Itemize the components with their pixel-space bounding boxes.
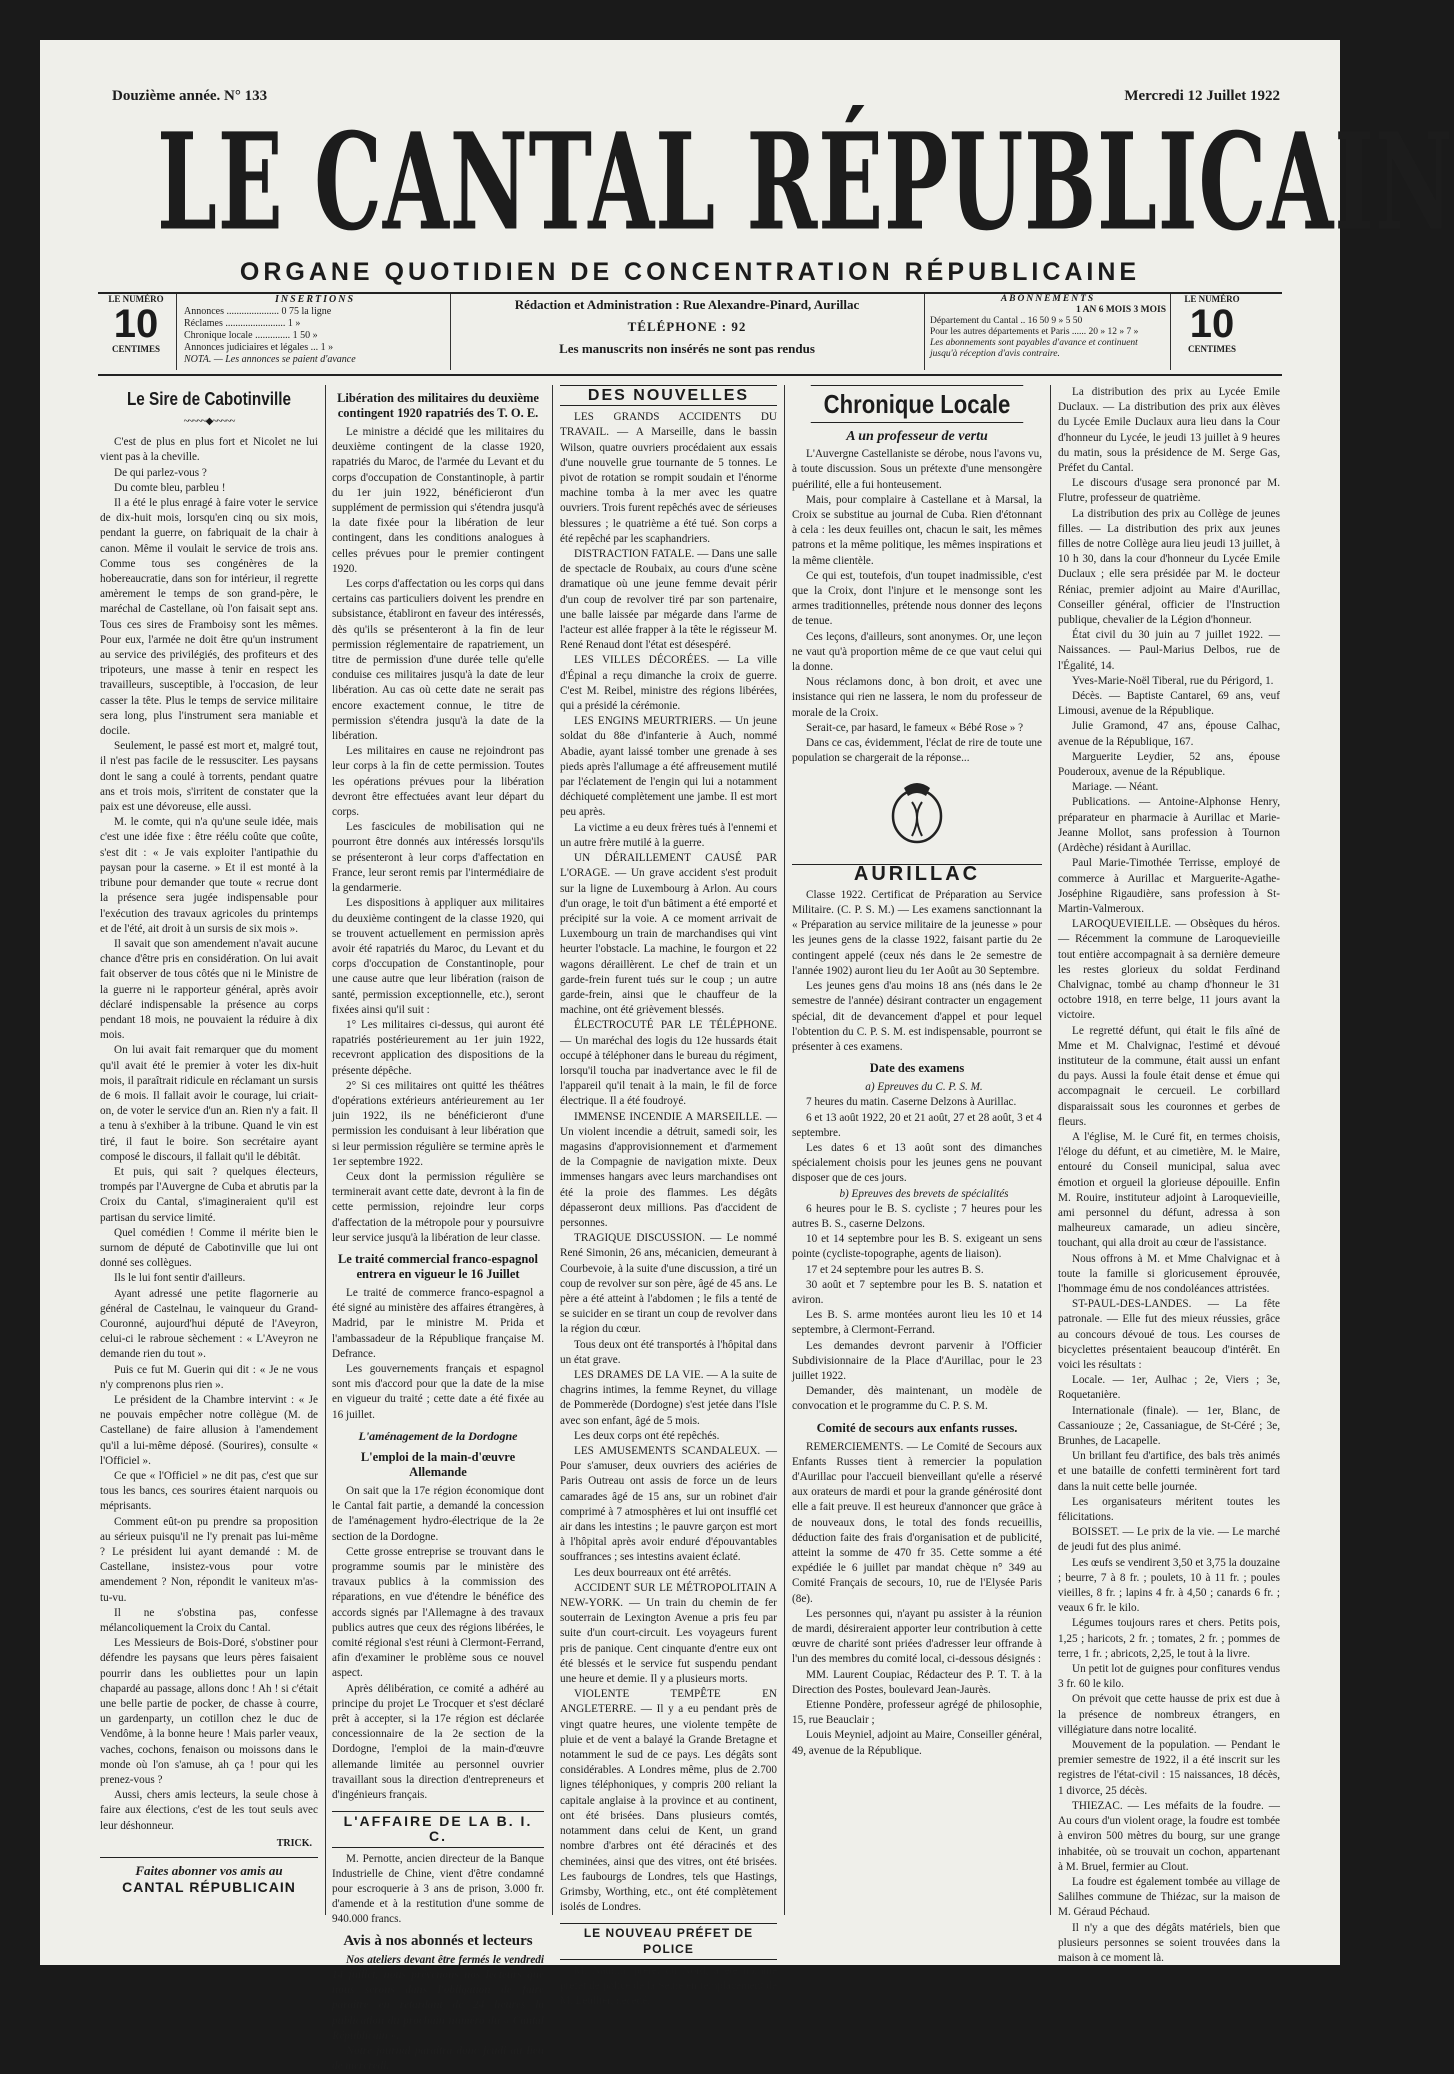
news-item: ST-PAUL-DES-LANDES. — La fête patronale. — Elle fut des mieux réussies, grâce au concours dévoué de tous. Les courses de bicyclettes présentaient beaucoup d'intérêt. En voici les résultats : xyxy=(1058,1298,1280,1371)
news-item: Marguerite Leydier, 52 ans, épouse Pouderoux, avenue de la République. xyxy=(1058,750,1280,779)
news-item: LES VILLES DÉCORÉES. — La ville d'Épinal a reçu dimanche la croix de guerre. C'est M. Reibel, ministre des régions libérées, qui a présidé la cérémonie. xyxy=(560,654,777,713)
issue-number: Douzième année. N° 133 xyxy=(112,88,268,104)
subscriptions-row: Pour les autres départements et Paris ...... 20 » 12 » 7 » xyxy=(930,327,1139,337)
news-item: BOISSET. — Le prix de la vie. — Le marché de jeudi fut des plus animé. xyxy=(1058,1526,1280,1554)
news-item: Le regretté défunt, qui était le fils aîné de Mme et M. Chalvignac, l'estimé et dévoué instituteur de la commune, était aussi un enfant du pays. Aussi la foule était dense et émue qui accompagnait le cercueil. Le corbillard disparaissait sous les couronnes et gerbes de fleurs. xyxy=(1058,1024,1280,1128)
news-item: ÉLECTROCUTÉ PAR LE TÉLÉPHONE. — Un maréchal des logis du 12e hussards était occupé à téléphoner dans le bureau du régiment, lorsqu'il toucha par inadvertance avec le fil de l'appareil qu'il tenait à la main, le fil de force électrique. Il a été foudroyé. xyxy=(560,1019,777,1108)
paragraph: Il savait que son amendement n'avait aucune chance d'être pris en considération. On lui avait fait observer de tous côtés que ni le Ministre de la guerre ni le rapporteur général, après avoir déclaré indispensable la présence au corps pendant 18 mois, ne pouvaient la réduire à dix mois. xyxy=(100,937,318,1042)
paragraph: Nos ateliers devant être fermés le vendredi 14 juillet, nous prévenons nos lecteurs que nous serons dans l'obligation de faire paraître en retardant de 24 heures la publication du prochain numéro du « Cantal Républicain ». xyxy=(332,1953,544,2042)
paragraph: Le traité de commerce franco-espagnol a été signé au ministère des affaires étrangères, à Madrid, par le ministre M. Prida et l'ambassadeur de la République française M. Defrance. xyxy=(332,1286,544,1360)
telephone: TÉLÉPHONE : 92 xyxy=(627,319,747,334)
paragraph: Ils le lui font sentir d'ailleurs. xyxy=(114,1272,246,1285)
paragraph: Nous réclamons donc, à bon droit, et avec une insistance qui rien ne lassera, le nom du professeur de morale de la Croix. xyxy=(792,676,1042,719)
paragraph: Après délibération, ce comité a adhéré au principe du projet Le Trocquer et s'est déclaré prêt à accepter, si la 17e région est déclarée concessionnaire de la 2e section de la Dordogne, l'emploi de la main-d'œuvre allemande limitée au personnel ouvrier travaillant sous la direction d'entrepreneurs et d'ingénieurs français. xyxy=(332,1682,544,1802)
news-item: Un petit lot de guignes pour confitures vendus 3 fr. 60 le kilo. xyxy=(1058,1663,1280,1691)
insertions-row: Réclames ........................ 1 » xyxy=(184,318,301,329)
paragraph: M. le comte, qui n'a qu'une seule idée, mais c'est une idée fixe : être réélu coûte que coûte, s'est dit : « Je vais exploiter l'antipathie du paysan pour la caserne. » Et il est monté à la tribune pour demander que toute « recrue dont la présence sera jugée indispensable pour l'exécution des travaux agricoles du printemps et de l'été, ait droit à un sursis de six mois ». xyxy=(100,816,318,935)
signature: TRICK. xyxy=(276,1837,312,1849)
paragraph: M. Pernotte, ancien directeur de la Banque Industrielle de Chine, vient d'être condamné pour escroquerie à 3 ans de prison, 3.000 fr. d'amende et à la restitution d'une somme de 940.000 francs. xyxy=(332,1852,544,1926)
paragraph: Ce qui est, toutefois, d'un toupet inadmissible, c'est que la Croix, dont l'injure et le mensonge sont les armes traditionnelles, prétende nous donner des leçons de tenue. xyxy=(792,569,1042,628)
paragraph: 6 et 13 août 1922, 20 et 21 août, 27 et 28 août, 3 et 4 septembre. xyxy=(792,1111,1042,1139)
insertions-note: NOTA. — Les annonces se paient d'avance xyxy=(184,354,356,365)
manuscripts-note: Les manuscrits non insérés ne sont pas rendus xyxy=(559,341,815,356)
news-item: DISTRACTION FATALE. — Dans une salle de spectacle de Roubaix, au cours d'une scène dramatique où une jeune femme devait périr d'un coup de revolver tiré par son partenaire, une balle laissée par mégarde dans l'arme de l'acteur est allée frapper à la tête le régisseur M. René Renaud dont l'état est désespéré. xyxy=(560,548,777,652)
news-item: A l'église, M. le Curé fit, en termes choisis, l'éloge du défunt, et au cimetière, M. le Maire, entouré du Conseil municipal, salua avec émotion et orgueil la glorieuse dépouille. Enfin M. Rouire, instituteur adjoint à Laroquevieille, ami personnel du défunt, adressa à son malheureux camarade, un adieu sincère, touchant, qui alla droit au cœur de l'assistance. xyxy=(1058,1130,1280,1250)
paragraph: 2° Si ces militaires ont quitté les théâtres d'opérations extérieurs antérieurement au 1er juin 1922, ils ne bénéficieront d'une permission les conduisant à leur libération que si leur permission régulière se termine après le 1er septembre 1922. xyxy=(332,1079,544,1168)
paragraph: Le président de la Chambre intervint : « Je ne pouvais empêcher notre collègue (M. de Castellane) de faire allusion à l'amendement qu'il a lui-même déposé. (Sourires), consulte « l'Officiel ». xyxy=(100,1394,318,1467)
ad-line: Faites abonner vos amis au xyxy=(135,1863,283,1879)
column-divider xyxy=(325,385,326,1915)
news-item: Les œufs se vendirent 3,50 et 3,75 la douzaine ; beurre, 7 à 8 fr. ; poulets, 10 à 11 fr. ; poules vieilles, 8 fr. ; lapins 4 fr. à 4,50 ; canards 6 fr. ; veaux 6 fr. le kilo. xyxy=(1058,1556,1280,1615)
paragraph: Du comte bleu, parbleu ! xyxy=(114,481,226,494)
insertions-row: Chronique locale .............. 1 50 » xyxy=(184,330,318,341)
news-item: Julie Gramond, 47 ans, épouse Calhac, avenue de la République, 167. xyxy=(1058,720,1280,748)
paragraph: Les Messieurs de Bois-Doré, s'obstiner pour défendre les paysans que leurs pères faisaient pourrir dans les oubliettes pour un lapin chapardé au passage, allons donc ! Ah ! si c'était une belle partie de pocker, de chasse à courre, un gardenparty, un cotillon chez le duc de Vendôme, à la bonne heure ! Mais parler veaux, vaches, cochons, fenaison ou moissons dans le monde où l'on s'amuse, ah ça ! pour qui les prenez-vous ? xyxy=(100,1637,318,1787)
subscriptions-columns: 1 AN 6 MOIS 3 MOIS xyxy=(1076,305,1166,315)
price-label-bottom: CENTIMES xyxy=(1187,344,1236,354)
news-item: Locale. — 1er, Aulhac ; 2e, Viers ; 3e, Roquetanière. xyxy=(1058,1374,1280,1402)
column-divider xyxy=(552,385,553,1915)
news-item: UN DÉRAILLEMENT CAUSÉ PAR L'ORAGE. — Un grave accident s'est produit sur la ligne de Luxembourg à Arlon. Au cours d'un orage, le toit d'un bâtiment a été emporté et précipité sur la voie. A ce moment arrivait de Luxembourg un train de marchandises qui vint heurter l'obstacle. La machine, le fourgon et 22 wagons déraillèrent. Le chef de train et un garde-frein furent tués sur le coup ; un autre garde-frein, ainsi que le chauffeur de la machine, ont été grièvement blessés. xyxy=(560,852,777,1017)
paragraph: Il a été le plus enragé à faire voter le service de dix-huit mois, lorsqu'en cinq ou six mois, pendant la guerre, on fabriquait de la chair à canon. Même il voulait le service de trois ans. Comme tous ses congénères de la hobereaucratie, dans son for intérieur, il regrette amèrement le temps de son grand-père, le maréchal de Castellane, où l'on faisait sept ans. Tous ces sires de Framboisy sont les mêmes. Pour eux, l'armée ne doit être qu'un instrument au service des privilégiés, des profiteurs et des tripoteurs, une masse à tenir en respect les travailleurs, susceptible, à l'occasion, de leur casser la tête. Plus le temps de service militaire sera long, plus l'instrument sera maniable et docile. xyxy=(100,497,318,738)
news-item: THIEZAC. — Les méfaits de la foudre. — Au cours d'un violent orage, la foudre est tombée à environ 500 mètres du bourg, sur une grange inhabitée, où se trouvait un cochon, appartenant à M. Bruel, fermier au Clout. xyxy=(1058,1799,1280,1873)
price-label-top: LE NUMÉRO xyxy=(108,294,164,304)
paragraph: Etienne Pondère, professeur agrégé de philosophie, 15, rue Beauclair ; xyxy=(792,1699,1042,1727)
news-item: Les deux corps ont été repêchés. xyxy=(574,1429,720,1442)
issue-date: Mercredi 12 Juillet 1922 xyxy=(1124,88,1280,104)
paragraph: 7 heures du matin. Caserne Delzons à Aurillac. xyxy=(806,1096,1017,1109)
news-item: LES ENGINS MEURTRIERS. — Un jeune soldat du 88e d'infanterie à Auch, nommé Abadie, ayant laissé tomber une grenade à ses pieds après l'allumage a été affreusement mutilé par l'éclatement de l'engin qui lui a notamment déchiqueté complètement une jambe. Il est mort peu après. xyxy=(560,715,777,819)
article-subtitle: L'emploi de la main-d'œuvre Allemande xyxy=(360,1450,516,1479)
news-item: Décès. — Baptiste Cantarel, 69 ans, veuf Limousi, avenue de la République. xyxy=(1058,690,1280,718)
section-title: Chronique Locale xyxy=(811,385,1024,423)
article-subtitle: A un professeur de vertu xyxy=(846,429,988,444)
news-item: LES AMUSEMENTS SCANDALEUX. — Pour s'amuser, deux ouvriers des aciéries de Paris Outreau ont assis de force un de leurs camarades âgé de 15 ans, sur un robinet d'air comprimé à 7 atmosphères et lui ont insufflé cet air dans les intestins ; le pauvre garçon est mort à l'hôpital après avoir enduré d'épouvantables souffrances ; ses intestins avaient éclaté. xyxy=(560,1445,777,1564)
insertions-heading: INSERTIONS xyxy=(274,294,356,305)
article-title: Le Sire de Cabotinville xyxy=(126,389,292,409)
article-title: Le traité commercial franco-espagnol entrera en vigueur le 16 Juillet xyxy=(337,1251,539,1281)
paragraph: Les fascicules de mobilisation qui ne pourront être donnés aux intéressés lorsqu'ils se présenteront à leur corps d'affectation en France, leur seront remis par l'intermédiaire de la gendarmerie. xyxy=(332,821,544,895)
paragraph: Dans ce cas, évidemment, l'éclat de rire de toute une population se chargerait de la réponse... xyxy=(792,737,1042,765)
paragraph: C'est de plus en plus fort et Nicolet ne lui vient pas à la cheville. xyxy=(100,436,318,464)
paragraph: 10 et 14 septembre pour les B. S. exigeant un sens pointe (cycliste-topographe, agents de liaison). xyxy=(792,1233,1042,1261)
header-divider xyxy=(450,294,451,370)
news-item: Légumes toujours rares et chers. Petits pois, 1,25 ; haricots, 2 fr. ; tomates, 2 fr. ; pommes de terre, 1 fr. ; abricots, 2,25, le tout à la livre. xyxy=(1058,1617,1280,1660)
administration-box xyxy=(456,294,918,370)
paragraph: Ceux dont la permission régulière se terminerait avant cette date, devront à la fin de cette permission, rejoindre leur corps d'affectation de la métropole pour y poursuivre leur service jusqu'à la libération de leur classe. xyxy=(332,1170,544,1244)
paragraph: On sait que la 17e région économique dont le Cantal fait partie, a demandé la concession de l'aménagement hydro-électrique de la 2e section de la Dordogne. xyxy=(332,1485,544,1543)
paragraph: Seulement, le passé est mort et, malgré tout, il n'est pas facile de le ressusciter. Les paysans dont le sang a coulé à torrents, pendant quatre ans et trois mois, s'irritent de constater que la paix est une dévoreuse, elle aussi. xyxy=(100,740,318,814)
header-divider xyxy=(924,294,925,370)
paragraph: Le ministre a décidé que les militaires du deuxième contingent de la classe 1920, rapatriés du Maroc, de l'armée du Levant et du corps d'occupation de Constantinople, à partir du 1er juin 1922, bénéficieront d'un supplément de permission qui s'étendra jusqu'à la date fixée pour la libération de leur contingent, dans les conditions analogues à celles prévues pour le premier contingent 1920. xyxy=(332,426,544,575)
masthead-subtitle: ORGANE QUOTIDIEN DE CONCENTRATION RÉPUBLICAINE xyxy=(239,258,1141,286)
subscriptions-row: Département du Cantal .. 16 50 9 » 5 50 xyxy=(930,316,1083,326)
price-box-right xyxy=(1176,294,1248,370)
paragraph: Les corps d'affectation ou les corps qui dans certains cas particuliers doivent les prendre en subsistance, établiront en faveur des intéressés, dès qu'ils se présenteront à la fin de leur permission réglementaire de rapatriement, un titre de permission d'une durée telle qu'elle conduise ces militaires jusqu'à la date de leur libération. Au cas où cette date ne serait pas encore exactement connue, le titre de permission s'étendra jusqu'à la date de la libération. xyxy=(332,578,544,743)
header-divider xyxy=(176,294,177,370)
price-number: 10 xyxy=(113,302,159,346)
subscriptions-box xyxy=(930,294,1166,370)
subscription-ad xyxy=(100,1857,318,1896)
paragraph: MM. Laurent Coupiac, Rédacteur des P. T. T. à la Direction des Postes, boulevard Jean-Jaurès. xyxy=(792,1668,1042,1696)
paragraph: Serait-ce, par hasard, le fameux « Bébé Rose » ? xyxy=(806,721,1024,734)
paragraph: De qui parlez-vous ? xyxy=(114,466,207,479)
column-divider xyxy=(784,385,785,1915)
column-local-chronicle xyxy=(792,385,1042,1925)
title-ornament: ~~~~~◆~~~~~ xyxy=(183,416,235,427)
paragraph: Il ne s'obstina pas, confesse mélancoliquement la Croix du Cantal. xyxy=(100,1606,318,1635)
paragraph: 1° Les militaires ci-dessus, qui auront été rapatriés postérieurement au 1er juin 1922, recevront application des dispositions de la présente dépêche. xyxy=(332,1018,544,1077)
price-label-bottom: CENTIMES xyxy=(111,344,160,354)
article-title: Date des examens xyxy=(869,1061,965,1076)
news-item: Internationale (finale). — 1er, Blanc, de Cassaniouze ; 2e, Cassaniague, de St-Céré ; 3e, Brunhes, de Lacapelle. xyxy=(1058,1404,1280,1448)
paragraph: Quel comédien ! Comme il mérite bien le surnom de député de Cabotinville que lui ont donné ses collègues. xyxy=(100,1226,318,1270)
insertions-row: Annonces ..................... 0 75 la ligne xyxy=(184,306,332,317)
paragraph: Les B. S. arme montées auront lieu les 10 et 14 septembre, à Clermont-Ferrand. xyxy=(792,1309,1042,1337)
header-divider xyxy=(1170,294,1171,370)
paragraph: Aussi, chers amis lecteurs, la seule chose à faire aux élections, c'est de les tout seuls avec leur déshonneur. xyxy=(100,1789,318,1832)
paragraph: Les jeunes gens d'au moins 18 ans (nés dans le 2e semestre de l'année) désirant contracter un engagement spécial, dit de devancement d'appel et pour lequel l'obtention du C. P. S. M. est indispensable, pourront se présenter à ces examens. xyxy=(792,980,1042,1053)
news-item: IMMENSE INCENDIE A MARSEILLE. — Un violent incendie a détruit, samedi soir, les magasins d'approvisionnement et d'armement de la Compagnie de navigation mixte. Deux immenses hangars avec leurs marchandises ont été la proie des flammes. Les dégâts dépasseront deux millions. Pas d'accident de personnes. xyxy=(560,1110,777,1229)
paragraph: REMERCIEMENTS. — Le Comité de Secours aux Enfants Russes tient à remercier la population d'Aurillac pour l'accueil bienveillant qu'elle a réservé aux orateurs de mardi et pour la grande générosité dont elle a fait preuve. Il est heureux d'annoncer que grâce à de nouveaux dons, le total des fonds recueillis, déduction faite des frais d'organisation et de publicité, atteint la somme de 470 fr 35. Cette somme a été expédiée le 6 juillet par mandat chèque n° 349 au Comité Français de secours, 10, rue de l'Elysée Paris (8e). xyxy=(792,1440,1042,1605)
news-item: Publications. — Antoine-Alphonse Henry, préparateur en pharmacie à Aurillac et Marie-Jeanne Mollot, sans profession à Tournon (Ardèche) résidant à Aurillac. xyxy=(1058,796,1280,855)
paragraph: Ce que « l'Officiel » ne dit pas, c'est que sur tous les bancs, ces sourires étaient narquois ou méprisants. xyxy=(100,1470,318,1513)
column-divider xyxy=(1050,385,1051,1915)
news-item: La foudre est également tombée au village de Salilhes commune de Thiézac, sur la maison de M. Géraud Péchaud. xyxy=(1058,1875,1280,1919)
news-item: On prévoit que cette hausse de prix est due à la présence de nombreux étrangers, en villégiature dans notre localité. xyxy=(1058,1693,1280,1736)
news-item: VIOLENTE TEMPÊTE EN ANGLETERRE. — Il y a eu pendant près de vingt quatre heures, une violente tempête de pluie et de vent a balayé la Grande Bretagne et notamment le sud de ce pays. Les dégâts sont considérables. A Londres même, plus de 2.700 lignes téléphoniques, y compris 200 reliant la capitale anglaise à la province et au continent, ont été brisées. Dans plusieurs comtés, notamment dans celui de Kent, un grand nombre d'arbres ont été déracinés et des cheminées, ainsi que des vitres, ont été brisées. Les faubourgs de Londres, tels que Hastings, Grimsby, Worthing, etc., ont été complètement isolés de Londres. xyxy=(560,1688,777,1914)
coat-of-arms-icon xyxy=(792,776,1042,855)
paragraph: Les personnes qui, n'ayant pu assister à la réunion de mardi, désireraient apporter leur contribution à cette œuvre de charité sont priées d'adresser leur offrande à l'un des membres du comité local, ci-dessous désignés : xyxy=(792,1607,1042,1666)
news-item: LES GRANDS ACCIDENTS DU TRAVAIL. — A Marseille, dans le bassin Wilson, quatre ouvriers procédaient aux essais d'une nouvelle grue tournante de 5 tonnes. Le pivot de rotation se rompit soudain et l'énorme machine tomba à la mer avec les quatre ouvriers. Trois furent repêchés avec de sérieuses blessures ; le quatrième a été tué. Son corps a été repêché par les scaphandriers. xyxy=(560,411,777,545)
paragraph: Les dispositions à appliquer aux militaires du deuxième contingent de la classe 1920, qui se trouvent actuellement en permission après avoir été rapatriés du Maroc, du Levant et du corps d'occupation de Constantinople, pour une cause autre que leur libération (raison de santé, permission exceptionnelle, etc.), seront fixées ainsi qu'il suit : xyxy=(332,897,544,1016)
insertions-row: Annonces judiciaires et légales ... 1 » xyxy=(184,342,334,353)
price-label-top: LE NUMÉRO xyxy=(1184,294,1240,304)
paragraph: Demander, dès maintenant, un modèle de convocation et le programme du C. P. S. M. xyxy=(792,1385,1042,1413)
news-item: La distribution des prix au Collège de jeunes filles. — La distribution des prix aux jeunes filles de notre Collège aura lieu jeudi 13 juillet, à 10 h 30, dans la cour d'honneur du Lycée Emile Duclaux ; elle sera présidée par M. le docteur Réniac, premier adjoint au Maire d'Aurillac, Conseiller général, officier de l'Instruction publique, chevalier de la Légion d'honneur. xyxy=(1058,507,1280,627)
paragraph: Ces leçons, d'ailleurs, sont anonymes. Or, une leçon ne vaut qu'à proportion même de ce que vaut celui qui la donne. xyxy=(792,630,1042,674)
subscriptions-note: Les abonnements sont payables d'avance et continuent jusqu'à réception d'avis contraire. xyxy=(930,338,1138,359)
ad-paper-name: CANTAL RÉPUBLICAIN xyxy=(122,1879,296,1896)
paragraph: Les demandes devront parvenir à l'Officier Subdivisionnaire de la Place d'Aurillac, pour le 23 juillet 1922. xyxy=(792,1339,1042,1382)
paragraph: 17 et 24 septembre pour les autres B. S. xyxy=(806,1263,984,1276)
masthead-title: LE CANTAL RÉPUBLICAIN xyxy=(157,103,1454,261)
paragraph: Mais, pour complaire à Castellane et à Marsal, la Croix se substitue au journal de Cuba. Rien d'étonnant à cela : les deux feuilles ont, chacun le sait, les mêmes patrons et la même politique, les mêmes inspirations et la même clientèle. xyxy=(792,493,1042,567)
news-item: Paul Marie-Timothée Terrisse, employé de commerce à Aurillac et Marguerite-Agathe-Joséphine Rigaudière, sans profession à St-Martin-Valmeroux. xyxy=(1058,857,1280,915)
article-title: L'AFFAIRE DE LA B. I. C. xyxy=(332,1811,544,1847)
paragraph: Puis ce fut M. Guerin qui dit : « Je ne vous n'y comprenons plus rien ». xyxy=(100,1363,318,1391)
news-item: LAROQUEVIEILLE. — Obsèques du héros. — Récemment la commune de Laroquevieille tout entière accompagnait à sa dernière demeure les restes glorieux du soldat Ferdinand Chalvignac, tombé au champ d'honneur le 31 octobre 1918, en terre belge, 11 jours avant la victoire. xyxy=(1058,918,1280,1022)
paragraph: Les dates 6 et 13 août sont des dimanches spécialement choisis pour les jeunes gens ne pouvant disposer que de ces jours. xyxy=(792,1141,1042,1185)
news-item: Mariage. — Néant. xyxy=(1072,781,1159,794)
paragraph: Et puis, qui sait ? quelques électeurs, trompés par l'Auvergne de Cuba et abrutis par la Croix du Cantal, s'imagineraient qu'il est partisan du service limité. xyxy=(100,1165,318,1224)
newspaper-page xyxy=(40,40,1454,2073)
news-item: Les organisateurs méritent toutes les félicitations. xyxy=(1058,1495,1280,1524)
price-box-left xyxy=(100,294,172,370)
administration-address: Rédaction et Administration : Rue Alexandre-Pinard, Aurillac xyxy=(514,297,860,312)
article-title: Avis à nos abonnés et lecteurs xyxy=(343,1932,533,1949)
article-title: Comité de secours aux enfants russes. xyxy=(816,1420,1018,1435)
paragraph: L'Auvergne Castellaniste se dérobe, nous l'avons vu, à toute discussion. Sous un prétexte d'une mensongère puérilité, elle a fui honteusement. xyxy=(792,448,1042,491)
column-news xyxy=(560,385,777,2008)
subscriptions-heading: ABONNEMENTS xyxy=(1000,294,1096,304)
news-item: Nous offrons à M. et Mme Chalvignac et à toute la famille si gloricusement éprouvée, l'hommage ému de nos condoléances attristées. xyxy=(1058,1252,1280,1295)
paragraph: Les gouvernements français et espagnol sont mis d'accord pour que la date de la mise en vigueur du traité ; cette date a été fixée au 16 juillet. xyxy=(332,1362,544,1421)
article-title: Libération des militaires du deuxième contingent 1920 rapatriés des T. O. E. xyxy=(337,391,539,420)
price-number: 10 xyxy=(1189,302,1235,346)
section-title: DES NOUVELLES xyxy=(560,385,777,406)
paragraph: Cette grosse entreprise se trouvant dans le programme soumis par le ministère des travaux publics à la commission des réparations, en vue d'étendre le bénéfice des accords signés par l'Allemagne à des travaux publics autres que ceux des régions libérées, le comité régional s'est réuni à Clermont-Ferrand, afin d'examiner le problème sous ce nouvel aspect. xyxy=(332,1545,544,1680)
paragraph: Louis Meyniel, adjoint au Maire, Conseiller général, 49, avenue de la République. xyxy=(792,1729,1042,1757)
paragraph: Classe 1922. Certificat de Préparation au Service Militaire. (C. P. S. M.) — Les examens sanctionnant la « Préparation au service militaire de la jeunesse » pour les jeunes gens de la classe 1922, faisant partie du 2e contingent appelé (ceux nés dans le 2e semestre de l'année 1902) auront lieu du 1er Août au 30 Septembre. xyxy=(792,888,1042,977)
news-item: LES DRAMES DE LA VIE. — A la suite de chagrins intimes, la femme Reynet, du village de Pommerède (Dordogne) s'est jetée dans l'Isle avec son enfant, âgé de 5 mois. xyxy=(560,1369,777,1427)
paragraph: Les militaires en cause ne rejoindront pas leur corps à la fin de cette permission. Toutes les opérations prévues pour la libération devront être effectuées avant leur départ du corps. xyxy=(332,745,544,819)
news-item: Yves-Marie-Noël Tiberal, rue du Périgord, 1. xyxy=(1072,674,1274,687)
insertions-box xyxy=(184,294,446,370)
news-item: Tous deux ont été transportés à l'hôpital dans un état grave. xyxy=(560,1338,777,1366)
article-title: LE NOUVEAU PRÉFET DE POLICE xyxy=(560,1923,777,1959)
paragraph: Comment eût-on pu prendre sa proposition au sérieux puisqu'il ne l'y prenait pas lui-même ? Le président lui ayant demandé : M. de Castellane, insistez-vous pour votre amendement ? Non, répondit le vaniteux m'as-tu-vu. xyxy=(100,1515,318,1604)
paragraph: a) Epreuves du C. P. S. M. xyxy=(865,1081,983,1094)
column-military xyxy=(332,385,544,2073)
news-item: Il n'y a que des dégâts matériels, bien que plusieurs personnes se soient trouvées dans la maison à ce moment là. xyxy=(1058,1921,1280,1964)
city-heading: AURILLAC xyxy=(792,864,1042,884)
header-rule-bottom xyxy=(98,374,1282,376)
news-item: TRAGIQUE DISCUSSION. — Le nommé René Simonin, 26 ans, mécanicien, demeurant à Courbevoie, à la suite d'une discussion, a tiré un coup de revolver sur son père, âgé de 45 ans. Le père a été atteint à l'abdomen ; le fils a tenté de se suicider en se tirant un coup de revolver dans la région du cœur. xyxy=(560,1232,777,1336)
news-item: Les deux bourreaux ont été arrêtés. xyxy=(574,1566,732,1579)
news-item: Un brillant feu d'artifice, des bals très animés et une bataille de confetti terminèrent fort tard dans la nuit cette belle journée. xyxy=(1058,1450,1280,1493)
news-item: ACCIDENT SUR LE MÉTROPOLITAIN A NEW-YORK. — Un train du chemin de fer souterrain de Lexington Avenue a pris feu par suite d'un court-circuit. Les voyageurs furent pris de panique. Cent cinquante d'entre eux ont été blessés et le service fut suspendu pendant une heure et demie. Il y a plusieurs morts. xyxy=(560,1581,777,1686)
news-item: La distribution des prix au Lycée Emile Duclaux. — La distribution des prix aux élèves du Lycée Emile Duclaux aura lieu dans la Cour d'honneur du Lycée, le jeudi 13 juillet à 9 heures du matin, sous la présidence de M. Serge Gas, Préfet du Cantal. xyxy=(1058,386,1280,475)
paragraph: 30 août et 7 septembre pour les B. S. natation et aviron. xyxy=(792,1278,1042,1306)
news-item: État civil du 30 juin au 7 juillet 1922. — Naissances. — Paul-Marius Delbos, rue de l'Égalité, 14. xyxy=(1058,629,1280,672)
news-item: Mouvement de la population. — Pendant le premier semestre de 1922, il a été inscrit sur les registres de l'état-civil : 15 naissances, 18 décès, 1 divorce, 25 décès. xyxy=(1058,1739,1280,1797)
paragraph: 6 heures pour le B. S. cycliste ; 7 heures pour les autres B. S., caserne Delzons. xyxy=(792,1202,1042,1230)
paragraph: Notre journal paraîtra donc jeudi au lieu de mercredi. xyxy=(332,2044,544,2073)
paragraph: b) Epreuves des brevets de spécialités xyxy=(839,1187,1009,1200)
column-editorial xyxy=(100,385,318,1925)
paragraph: Ayant adressé une petite flagornerie au général de Castelnau, le vainqueur du Grand-Couronné, aujourd'hui député de l'Aveyron, celui-ci le rabroue sèchement : « L'Aveyron ne demande rien du tout ». xyxy=(100,1287,318,1361)
news-item: La victime a eu deux frères tués à l'ennemi et un autre frère mutilé à la guerre. xyxy=(560,821,777,849)
column-local-news xyxy=(1058,385,1280,1964)
article-title: L'aménagement de la Dordogne xyxy=(358,1428,518,1443)
paragraph: M. Naudin, préfet du Nord, a été nommé préfet de police de la Seine en remplacement de M. Leullier, décédé. xyxy=(560,1964,777,2008)
paragraph: On lui avait fait remarquer que du moment qu'il avait été le premier à voter les dix-huit mois, il paraîtrait ridicule en réclamant un sursis de 6 mois. Il fallait avoir le courage, lui criait-on, de voter le service d'un an. Rien n'y a fait. Il a tenu à s'exhiber à la tribune. Quand le vin est tiré, il faut le boire. Son secrétaire ayant composé le discours, il fallait qu'il le débitât. xyxy=(100,1044,318,1163)
news-item: Le discours d'usage sera prononcé par M. Flutre, professeur de quatrième. xyxy=(1058,477,1280,505)
